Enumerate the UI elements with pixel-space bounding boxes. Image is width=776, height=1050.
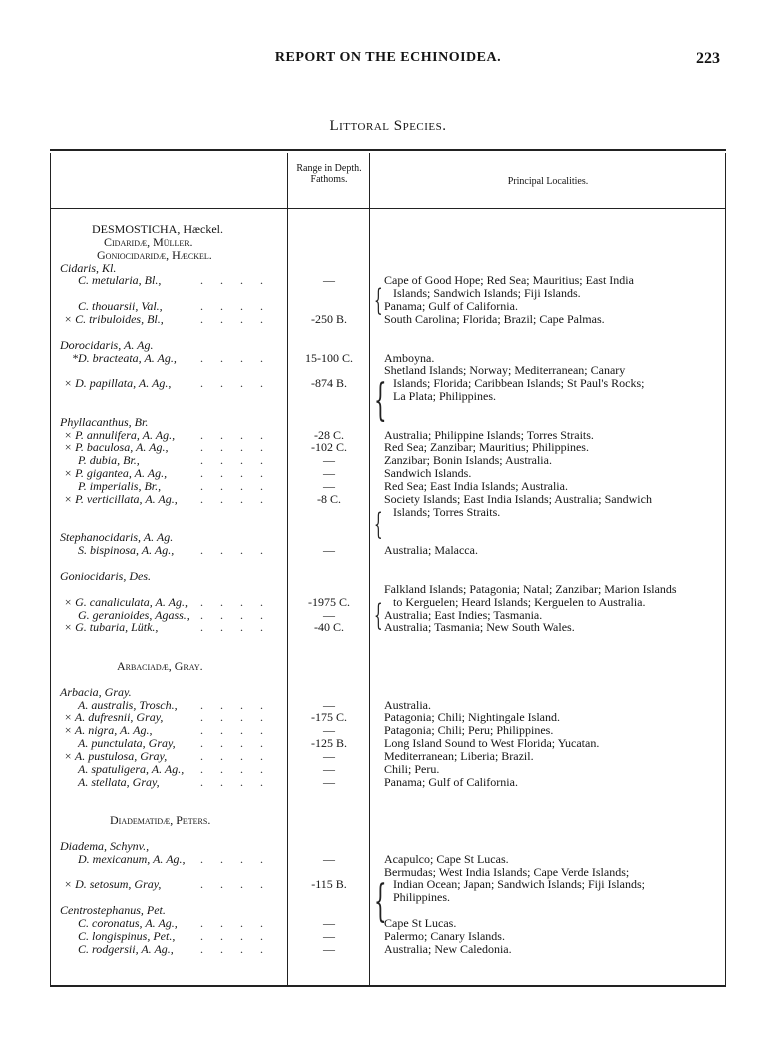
table-row <box>0 826 776 840</box>
table-row <box>0 775 776 789</box>
leader-dots: . . . . <box>200 479 270 493</box>
localities: Australia. <box>384 697 431 712</box>
depth-range: — <box>323 466 335 481</box>
localities: Islands; Florida; Caribbean Islands; St Paul's Rocks; <box>384 376 645 391</box>
table-row <box>0 556 776 570</box>
species-name: S. bispinosa, A. Ag., <box>78 543 175 558</box>
depth-range: -102 C. <box>311 440 347 455</box>
localities: Bermudas; West India Islands; Cape Verde Islands; <box>384 864 630 879</box>
species-name: Dorocidaris, A. Ag. <box>60 337 154 352</box>
leader-dots: . . . . <box>200 376 270 391</box>
localities: Acapulco; Cape St Lucas. <box>384 851 509 866</box>
depth-range: — <box>323 774 335 789</box>
species-name: × G. canaliculata, A. Ag., <box>64 594 188 609</box>
species-name: × A. nigra, A. Ag., <box>64 723 153 738</box>
depth-range: — <box>323 723 335 738</box>
species-name: A. punctulata, Gray, <box>78 736 176 750</box>
table-row <box>0 389 776 403</box>
depth-range: -125 B. <box>311 736 347 750</box>
species-name: × P. baculosa, A. Ag., <box>64 440 169 455</box>
localities: Society Islands; East India Islands; Australia; Sandwich <box>384 491 652 506</box>
depth-range: -1975 C. <box>308 594 350 609</box>
localities: Amboyna. <box>384 350 435 365</box>
localities: Australia; East Indies; Tasmania. <box>384 607 543 622</box>
depth-range: — <box>323 543 335 558</box>
species-name: × D. papillata, A. Ag., <box>64 376 172 391</box>
depth-range: -8 C. <box>317 491 341 506</box>
leader-dots: . . . . <box>200 491 270 506</box>
localities: Zanzibar; Bonin Islands; Australia. <box>384 453 552 468</box>
table-row <box>0 530 776 544</box>
table-row <box>0 273 776 287</box>
localities: Australia; New Caledonia. <box>384 941 512 956</box>
localities: Indian Ocean; Japan; Sandwich Islands; Fiji Islands; <box>384 877 645 892</box>
leader-dots: . . . . <box>200 877 270 892</box>
table-row <box>0 903 776 917</box>
species-name: P. dubia, Br., <box>78 453 140 468</box>
localities: Islands; Sandwich Islands; Fiji Islands. <box>384 286 581 301</box>
table-row <box>0 248 776 262</box>
localities: Patagonia; Chili; Peru; Philippines. <box>384 723 554 738</box>
table-row <box>0 595 776 609</box>
table-row <box>0 646 776 660</box>
leader-dots: . . . . <box>200 620 270 635</box>
species-name: Arbacia, Gray. <box>60 684 132 699</box>
page-number: 223 <box>696 50 720 67</box>
leader-dots: . . . . <box>200 697 270 712</box>
depth-range: — <box>323 761 335 776</box>
table-row <box>0 852 776 866</box>
depth-range: — <box>323 479 335 493</box>
table-row <box>0 685 776 699</box>
localities: Australia; Malacca. <box>384 543 478 558</box>
table-row <box>0 865 776 879</box>
leader-dots: . . . . <box>200 607 270 622</box>
leader-dots: . . . . <box>200 427 270 442</box>
brace-icon: { <box>374 598 383 633</box>
species-name: Goniocidaris, Des. <box>60 569 151 583</box>
species-name: Cidaris, Kl. <box>60 260 117 275</box>
depth-range: — <box>323 273 335 288</box>
leader-dots: . . . . <box>200 453 270 468</box>
table-row <box>0 942 776 956</box>
table-row <box>0 312 776 326</box>
localities: Red Sea; Zanzibar; Mauritius; Philippines. <box>384 440 589 455</box>
species-name: × A. dufresnii, Gray, <box>64 710 164 725</box>
species-name: A. stellata, Gray, <box>78 774 160 789</box>
table-row <box>0 492 776 506</box>
localities: Panama; Gulf of California. <box>384 299 518 314</box>
leader-dots: . . . . <box>200 748 270 763</box>
localities: Sandwich Islands. <box>384 466 472 481</box>
depth-range: -40 C. <box>314 620 344 635</box>
species-name: × C. tribuloides, Bl., <box>64 311 164 326</box>
localities: South Carolina; Florida; Brazil; Cape Palmas. <box>384 311 605 326</box>
depth-range: — <box>323 453 335 468</box>
localities: Mediterranean; Liberia; Brazil. <box>384 748 534 763</box>
localities: Cape St Lucas. <box>384 915 457 930</box>
species-name: *D. bracteata, A. Ag., <box>72 350 177 365</box>
localities: Australia; Tasmania; New South Wales. <box>384 620 575 635</box>
table-caption: Littoral Species. <box>329 118 447 134</box>
species-name: × G. tubaria, Lütk., <box>64 620 159 635</box>
localities: Islands; Torres Straits. <box>384 504 501 519</box>
species-name: × P. verticillata, A. Ag., <box>64 491 178 506</box>
species-name: G. geranioides, Agass., <box>78 607 190 622</box>
depth-range: — <box>323 928 335 943</box>
localities: Red Sea; East India Islands; Australia. <box>384 479 568 493</box>
species-name: C. thouarsii, Val., <box>78 299 163 314</box>
depth-range: — <box>323 915 335 930</box>
table-row <box>0 620 776 634</box>
species-name: Diadema, Schynv., <box>60 838 150 853</box>
species-name: A. australis, Trosch., <box>78 697 178 712</box>
species-name: Arbaciadæ, Gray. <box>117 658 203 673</box>
species-name: Diadematidæ, Peters. <box>110 813 211 828</box>
leader-dots: . . . . <box>200 311 270 326</box>
species-name: C. longispinus, Pet., <box>78 928 176 943</box>
depth-range: — <box>323 851 335 866</box>
leader-dots: . . . . <box>200 915 270 930</box>
depth-range: 15-100 C. <box>305 350 353 365</box>
table-row <box>0 659 776 673</box>
leader-dots: . . . . <box>200 299 270 314</box>
species-name: × D. setosum, Gray, <box>64 877 162 892</box>
table-row <box>0 916 776 930</box>
table-row <box>0 466 776 480</box>
localities: Panama; Gulf of California. <box>384 774 518 789</box>
depth-range: — <box>323 697 335 712</box>
col-head-range: Range in Depth. Fathoms. <box>296 163 362 185</box>
species-name: C. metularia, Bl., <box>78 273 162 288</box>
species-name: P. imperialis, Br., <box>78 479 162 493</box>
brace-icon: { <box>374 507 383 542</box>
localities: Patagonia; Chili; Nightingale Island. <box>384 710 560 725</box>
table-row <box>0 440 776 454</box>
leader-dots: . . . . <box>200 594 270 609</box>
leader-dots: . . . . <box>200 350 270 365</box>
species-name: Stephanocidaris, A. Ag. <box>60 530 174 545</box>
localities: La Plata; Philippines. <box>384 389 496 403</box>
leader-dots: . . . . <box>200 761 270 776</box>
table-row <box>0 235 776 249</box>
leader-dots: . . . . <box>200 736 270 750</box>
species-name: C. coronatus, A. Ag., <box>78 915 178 930</box>
table-row <box>0 736 776 750</box>
leader-dots: . . . . <box>200 941 270 956</box>
brace-icon: { <box>374 876 387 927</box>
species-name: × P. gigantea, A. Ag., <box>64 466 168 481</box>
depth-range: — <box>323 941 335 956</box>
table-row <box>0 351 776 365</box>
leader-dots: . . . . <box>200 440 270 455</box>
depth-range: — <box>323 607 335 622</box>
localities: Shetland Islands; Norway; Mediterranean; Canary <box>384 363 626 378</box>
species-name: DESMOSTICHA, Hæckel. <box>92 222 223 236</box>
species-name: D. mexicanum, A. Ag., <box>78 851 186 866</box>
species-name: × P. annulifera, A. Ag., <box>64 427 176 442</box>
leader-dots: . . . . <box>200 466 270 481</box>
localities: Australia; Philippine Islands; Torres Straits. <box>384 427 594 442</box>
species-name: Goniocidaridæ, Hæckel. <box>97 247 212 262</box>
species-name: A. spatuligera, A. Ag., <box>78 761 185 776</box>
table-row <box>0 518 776 532</box>
table-row <box>0 787 776 801</box>
species-name: Centrostephanus, Pet. <box>60 903 166 917</box>
leader-dots: . . . . <box>200 273 270 288</box>
localities: Philippines. <box>384 890 451 905</box>
brace-icon: { <box>374 283 383 318</box>
col-head-localities: Principal Localities. <box>507 176 589 187</box>
leader-dots: . . . . <box>200 710 270 725</box>
depth-range: -28 C. <box>314 427 344 442</box>
table-row <box>0 338 776 352</box>
depth-range: -175 C. <box>311 710 347 725</box>
depth-range: -250 B. <box>311 311 347 326</box>
localities: Palermo; Canary Islands. <box>384 928 505 943</box>
species-name: × A. pustulosa, Gray, <box>64 748 168 763</box>
leader-dots: . . . . <box>200 774 270 789</box>
header-rule <box>50 208 726 209</box>
leader-dots: . . . . <box>200 543 270 558</box>
localities: Cape of Good Hope; Red Sea; Mauritius; East India <box>384 273 634 288</box>
species-name: Cidaridæ, Müller. <box>104 234 193 249</box>
species-name: Phyllacanthus, Br. <box>60 414 149 429</box>
depth-range: -115 B. <box>311 877 347 892</box>
header-title: REPORT ON THE ECHINOIDEA. <box>274 50 502 65</box>
localities: to Kerguelen; Heard Islands; Kerguelen to Australia. <box>384 594 646 609</box>
brace-icon: { <box>374 375 387 426</box>
localities: Long Island Sound to West Florida; Yucatan. <box>384 736 600 750</box>
leader-dots: . . . . <box>200 928 270 943</box>
localities: Chili; Peru. <box>384 761 440 776</box>
species-name: C. rodgersii, A. Ag., <box>78 941 174 956</box>
depth-range: -874 B. <box>311 376 347 391</box>
localities: Falkland Islands; Patagonia; Natal; Zanzibar; Marion Islands <box>384 581 677 596</box>
leader-dots: . . . . <box>200 723 270 738</box>
leader-dots: . . . . <box>200 851 270 866</box>
depth-range: — <box>323 748 335 763</box>
table-row <box>0 723 776 737</box>
table-row <box>0 402 776 416</box>
